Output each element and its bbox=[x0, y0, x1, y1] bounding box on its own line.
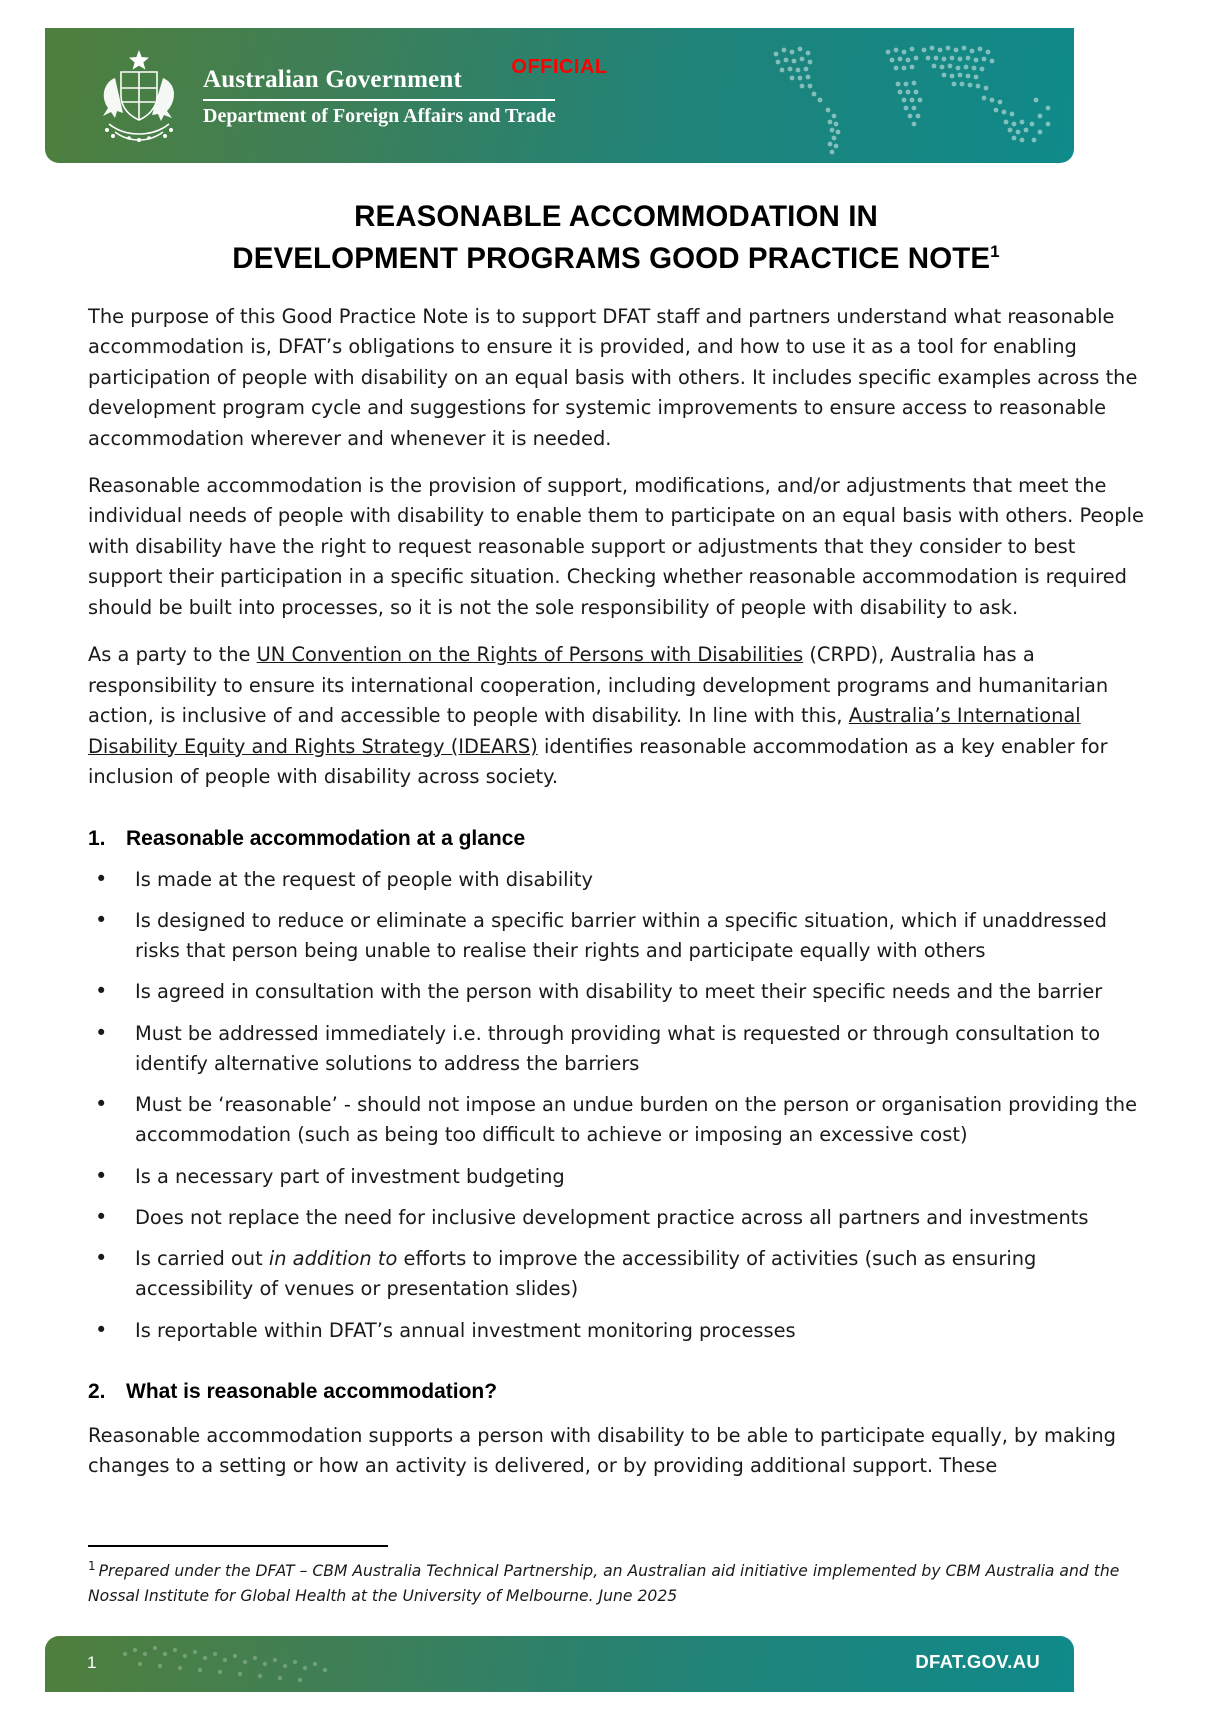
section-2-number: 2. bbox=[88, 1380, 106, 1403]
list-item: • Is designed to reduce or eliminate a specific barrier within a specific situation, which if unaddressed risks that person being unable to realise their rights and participate equally with others bbox=[88, 906, 1144, 967]
footnote-marker: 1 bbox=[88, 1558, 96, 1573]
organisation-line1: Australian Government bbox=[203, 66, 463, 93]
p3-after-link2: identifies reasonable accommodation as a key enabler for inclusion of people with disability across society. bbox=[88, 734, 1108, 789]
wordmark-divider bbox=[203, 99, 555, 101]
section-1-heading bbox=[88, 827, 1144, 851]
list-item: • Is agreed in consultation with the person with disability to meet their specific needs and the barrier bbox=[88, 977, 1144, 1007]
australian-coat-of-arms-icon bbox=[85, 44, 193, 148]
list-item: • Is a necessary part of investment budgeting bbox=[88, 1162, 1144, 1192]
document-footer-banner bbox=[45, 1636, 1074, 1692]
page-title bbox=[88, 196, 1144, 280]
section-1-bullet-list bbox=[88, 865, 1144, 1346]
page-title-line2: DEVELOPMENT PROGRAMS GOOD PRACTICE NOTE bbox=[232, 241, 991, 275]
world-map-icon bbox=[105, 1636, 405, 1692]
bullet-after-italic: efforts to improve the accessibility of activities (such as ensuring accessibility of venues or presentation slides) bbox=[135, 1247, 1037, 1301]
document-header-banner bbox=[45, 28, 1074, 163]
section-1-number: 1. bbox=[88, 826, 106, 850]
list-item: • Does not replace the need for inclusive development practice across all partners and investments bbox=[88, 1203, 1144, 1233]
section-2-heading bbox=[88, 1380, 1144, 1404]
classification-label: OFFICIAL bbox=[511, 56, 608, 78]
title-footnote-marker: 1 bbox=[990, 242, 1000, 262]
p3-between: (CRPD), Australia has a responsibility to ensure its international cooperation, including development programs and humanitarian action, is inclusive of and accessible to people with disability. In line with this, bbox=[88, 643, 1109, 728]
footer-website-url[interactable]: DFAT.GOV.AU bbox=[915, 1651, 1040, 1672]
list-item-with-emphasis bbox=[88, 1244, 1144, 1305]
organisation-line2: Department of Foreign Affairs and Trade bbox=[203, 104, 556, 127]
footnote-area bbox=[88, 1545, 1144, 1610]
page-title-line1: REASONABLE ACCOMMODATION IN bbox=[354, 200, 878, 233]
footnote-divider bbox=[88, 1545, 388, 1547]
world-map-icon bbox=[748, 28, 1068, 163]
idears-link[interactable]: Australia’s International Disability Equity and Rights Strategy (IDEARS) bbox=[88, 704, 1081, 758]
crpd-link[interactable]: UN Convention on the Rights of Persons with Disabilities bbox=[256, 643, 804, 667]
intro-paragraph-2: Reasonable accommodation is the provision of support, modifications, and/or adjustments that meet the individual needs of people with disability to enable them to participate on an equal basis with others. People with disability have the right to request reasonable support or adjustments that they consider to best support their participation in a specific situation. Checking whether reasonable accommodation is required should be built into processes, so it is not the sole responsibility of people with disability to ask. bbox=[88, 474, 1144, 619]
bullet-before-italic: Is carried out bbox=[135, 1247, 269, 1271]
document-content bbox=[88, 196, 1144, 1482]
list-item: • Is made at the request of people with disability bbox=[88, 865, 1144, 895]
intro-paragraph-1: The purpose of this Good Practice Note is to support DFAT staff and partners understand what reasonable accommodation is, DFAT’s obligations to ensure it is provided, and how to use it as a tool for enabling participation of people with disability on an equal basis with others. It includes specific examples across the development program cycle and suggestions for systemic improvements to ensure access to reasonable accommodation wherever and whenever it is needed. bbox=[88, 304, 1138, 450]
page-number: 1 bbox=[87, 1653, 97, 1672]
section-2-title: What is reasonable accommodation? bbox=[126, 1380, 498, 1403]
footnote-body: Prepared under the DFAT – CBM Australia Technical Partnership, an Australian aid initiative implemented by CBM Australia and the Nossal Institute for Global Health at the University of Melbourne. June 2025 bbox=[88, 1562, 1120, 1606]
list-item: • Must be ‘reasonable’ - should not impose an undue burden on the person or organisation providing the accommodation (such as being too difficult to achieve or imposing an excessive cost) bbox=[88, 1090, 1144, 1151]
bullet-italic-phrase: in addition to bbox=[268, 1247, 398, 1271]
section-2-paragraph: Reasonable accommodation supports a person with disability to be able to participate equally, by making changes to a setting or how an activity is delivered, or by providing additional support. These bbox=[88, 1424, 1116, 1478]
p3-before-link1: As a party to the bbox=[88, 643, 257, 667]
list-item: • Is reportable within DFAT’s annual investment monitoring processes bbox=[88, 1316, 1144, 1346]
organisation-wordmark bbox=[203, 66, 556, 128]
footnote-1 bbox=[88, 1559, 1144, 1610]
intro-paragraph-3 bbox=[88, 640, 1144, 792]
section-1-title: Reasonable accommodation at a glance bbox=[126, 826, 526, 850]
list-item: • Must be addressed immediately i.e. through providing what is requested or through consultation to identify alternative solutions to address the barriers bbox=[88, 1019, 1144, 1080]
